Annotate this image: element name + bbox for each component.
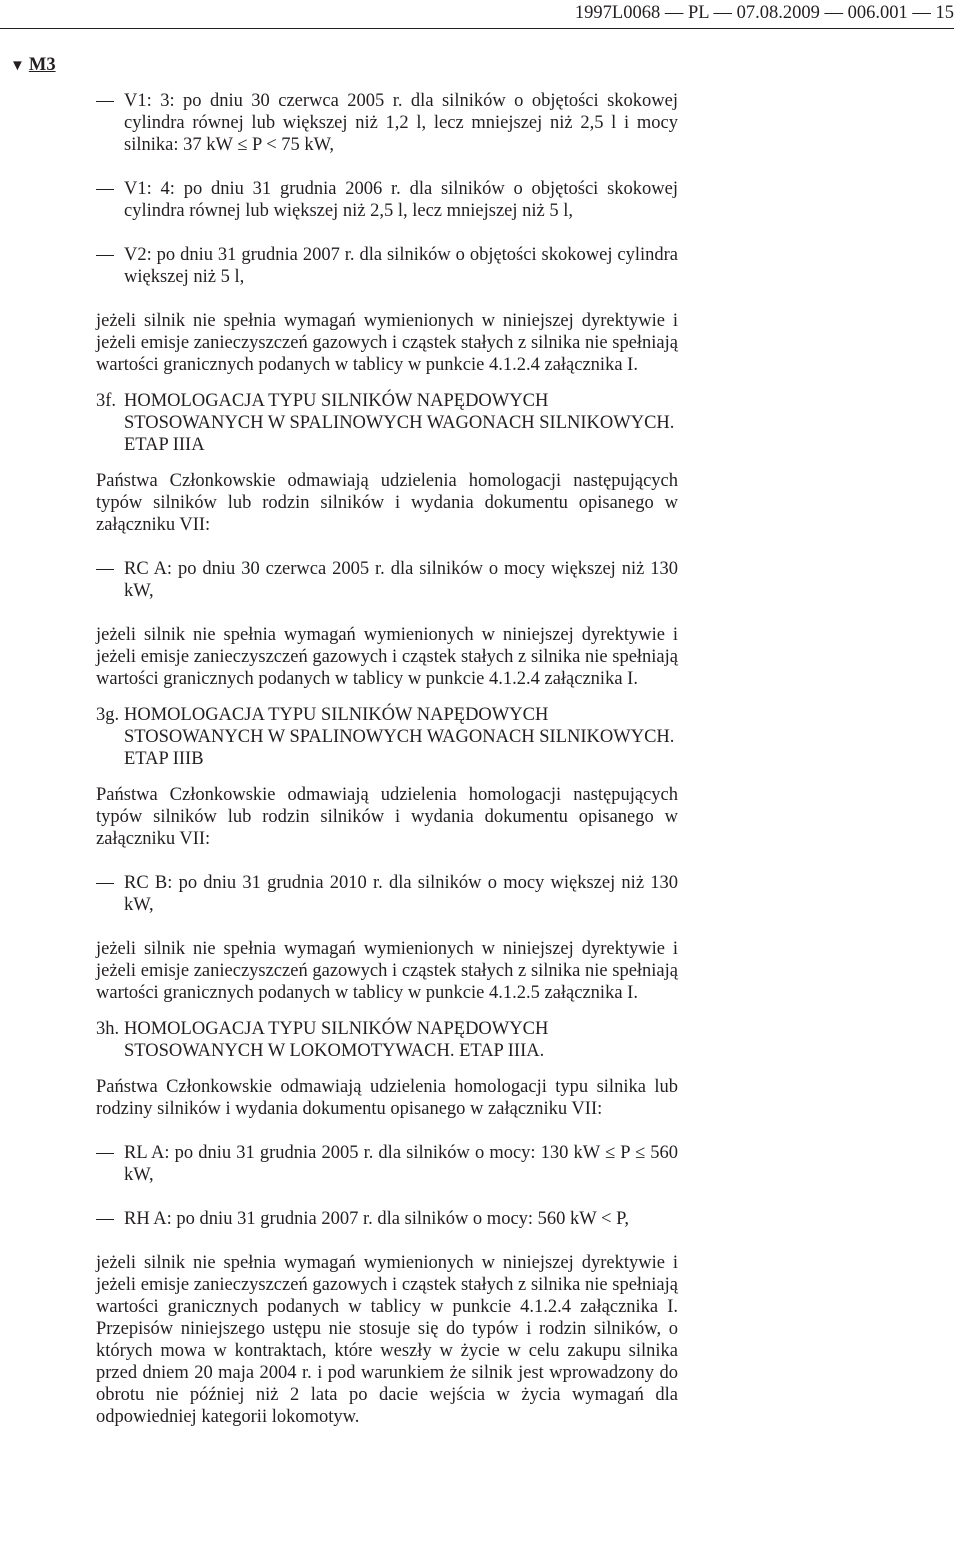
- section-title: HOMOLOGACJA TYPU SILNIKÓW NAPĘDOWYCH STOSOWANYCH W SPALINOWYCH WAGONACH SILNIKOWYCH. ETAP IIIB: [124, 705, 675, 769]
- section-number: 3g.: [96, 705, 120, 725]
- dash-item-rl-a: RL A: po dniu 31 grudnia 2005 r. dla silników o mocy: 130 kW ≤ P ≤ 560 kW,: [96, 1142, 678, 1186]
- dash-item-rh-a: RH A: po dniu 31 grudnia 2007 r. dla silników o mocy: 560 kW < P,: [96, 1208, 678, 1230]
- dash-item-rc-b: RC B: po dniu 31 grudnia 2010 r. dla silników o mocy większej niż 130 kW,: [96, 872, 678, 916]
- dash-item-v1-4: V1: 4: po dniu 31 grudnia 2006 r. dla silników o objętości skokowej cylindra równej lub większej niż 2,5 l, lecz mniejszej niż 5 l,: [96, 178, 678, 222]
- body-paragraph: Państwa Członkowskie odmawiają udzielenia homologacji typu silnika lub rodziny silników i wydania dokumentu opisanego w załączniku VII:: [96, 1077, 678, 1119]
- section-number: 3h.: [96, 1019, 120, 1039]
- condition-paragraph: jeżeli silnik nie spełnia wymagań wymienionych w niniejszej dyrektywie i jeżeli emisje zanieczyszczeń gazowych i cząstek stałych z silnika nie spełniają wartości granicznych podanych w tablicy w punkcie 4.1.2.4 załącznika I.: [96, 311, 678, 375]
- section-number: 3f.: [96, 391, 117, 411]
- section-title: HOMOLOGACJA TYPU SILNIKÓW NAPĘDOWYCH STOSOWANYCH W LOKOMOTYWACH. ETAP IIIA.: [124, 1019, 549, 1061]
- section-heading-3g: [96, 704, 678, 770]
- section-heading-3f: [96, 390, 678, 456]
- body-paragraph: Państwa Członkowskie odmawiają udzielenia homologacji następujących typów silników lub rodzin silników i wydania dokumentu opisanego w załączniku VII:: [96, 785, 678, 849]
- condition-paragraph: jeżeli silnik nie spełnia wymagań wymienionych w niniejszej dyrektywie i jeżeli emisje zanieczyszczeń gazowych i cząstek stałych z silnika nie spełniają wartości granicznych podanych w tablicy w punkcie 4.1.2.4 załącznika I.: [96, 625, 678, 689]
- dash-item-rc-a: RC A: po dniu 30 czerwca 2005 r. dla silników o mocy większej niż 130 kW,: [96, 558, 678, 602]
- page-header: 1997L0068 — PL — 07.08.2009 — 006.001 — 15: [0, 2, 954, 29]
- triangle-down-icon: ▼: [10, 58, 25, 74]
- dash-item-v2: V2: po dniu 31 grudnia 2007 r. dla silników o objętości skokowej cylindra większej niż 5 l,: [96, 244, 678, 288]
- dash-item-v1-3: V1: 3: po dniu 30 czerwca 2005 r. dla silników o objętości skokowej cylindra równej lub większej niż 1,2 l, lecz mniejszej niż 2,5 l i mocy silnika: 37 kW ≤ P < 75 kW,: [96, 90, 678, 156]
- amendment-marker: [10, 54, 56, 77]
- section-title: HOMOLOGACJA TYPU SILNIKÓW NAPĘDOWYCH STOSOWANYCH W SPALINOWYCH WAGONACH SILNIKOWYCH. ETAP IIIA: [124, 391, 675, 455]
- amendment-label: M3: [28, 55, 56, 75]
- section-heading-3h: [96, 1018, 678, 1062]
- condition-paragraph: jeżeli silnik nie spełnia wymagań wymienionych w niniejszej dyrektywie i jeżeli emisje zanieczyszczeń gazowych i cząstek stałych z silnika nie spełniają wartości granicznych podanych w tablicy w punkcie 4.1.2.4 załącznika I. Przepisów niniejszego ustępu nie stosuje się do typów i rodzin silników, o których mowa w kontraktach, które weszły w życie w celu zakupu silnika przed dniem 20 maja 2004 r. i pod warunkiem że silnik jest wprowadzony do obrotu nie później niż 2 lata po dacie wejścia w życia wymagań dla odpowiedniej kategorii lokomotyw.: [96, 1253, 678, 1427]
- body-paragraph: Państwa Członkowskie odmawiają udzielenia homologacji następujących typów silników lub rodzin silników i wydania dokumentu opisanego w załączniku VII:: [96, 471, 678, 535]
- condition-paragraph: jeżeli silnik nie spełnia wymagań wymienionych w niniejszej dyrektywie i jeżeli emisje zanieczyszczeń gazowych i cząstek stałych z silnika nie spełniają wartości granicznych podanych w tablicy w punkcie 4.1.2.5 załącznika I.: [96, 939, 678, 1003]
- document-body: [96, 90, 678, 1428]
